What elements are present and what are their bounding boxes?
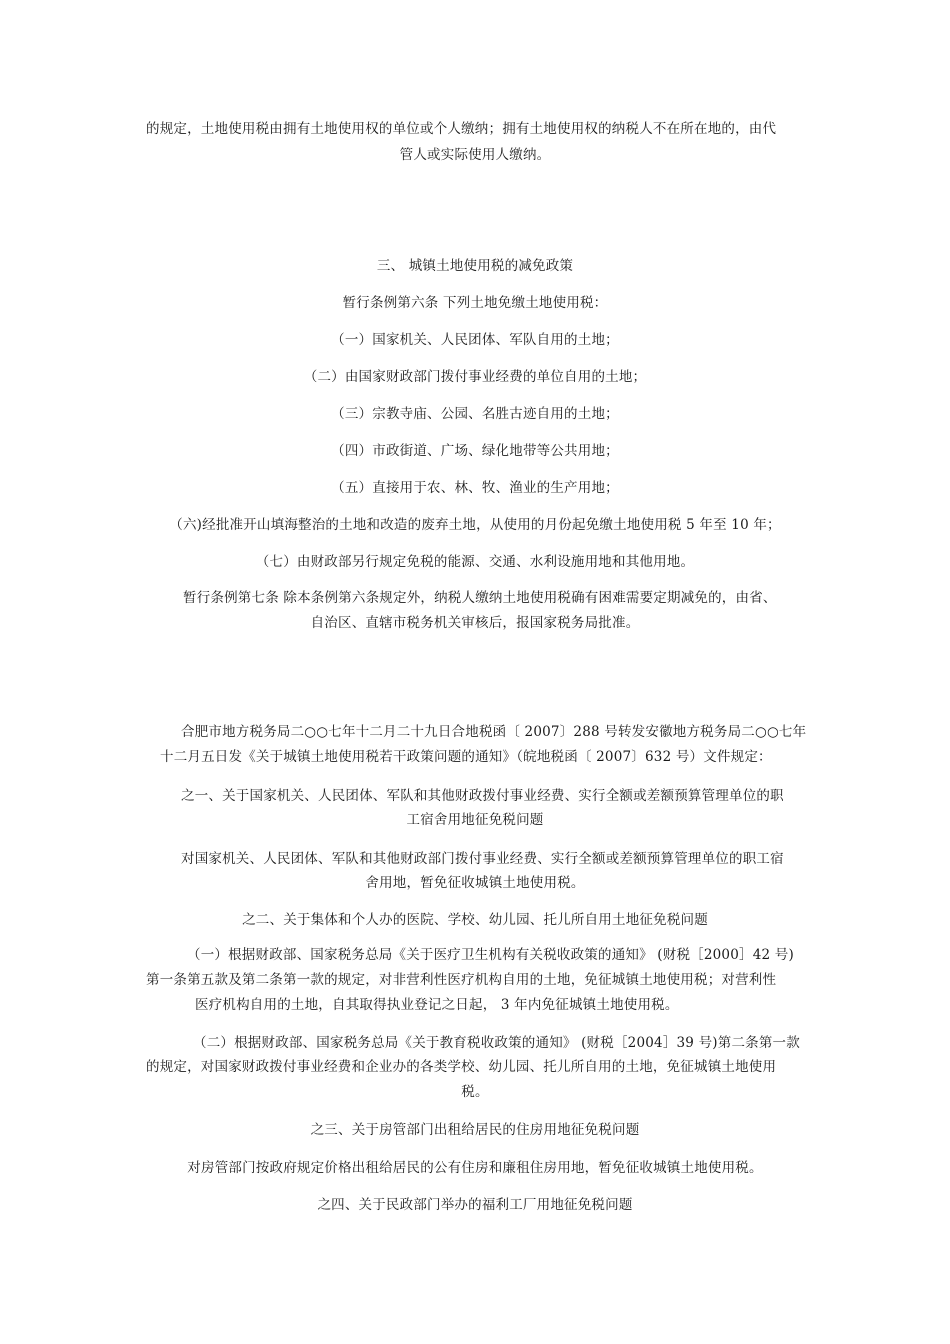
paragraph-line: 合肥市地方税务局二○○七年十二月二十九日合地税函〔 2007〕288 号转发安徽地方税务局二○○七年 xyxy=(181,724,807,740)
list-item: （三）宗教寺庙、公园、名胜古迹自用的土地； xyxy=(331,406,619,422)
paragraph-line: 第一条第五款及第二条第一款的规定，对非营利性医疗机构自用的土地，免征城镇土地使用税；对营利性 xyxy=(146,972,777,988)
paragraph-line: 的规定，对国家财政拨付事业经费和企业办的各类学校、幼儿园、托儿所自用的土地，免征城镇土地使用 xyxy=(146,1059,777,1075)
subsection-heading: 工宿舍用地征免税问题 xyxy=(406,812,544,828)
list-item: （四）市政街道、广场、绿化地带等公共用地； xyxy=(331,443,619,459)
subsection-heading: 之二、关于集体和个人办的医院、学校、幼儿园、托儿所自用土地征免税问题 xyxy=(242,912,708,928)
list-item: （六)经批准开山填海整治的土地和改造的废弃土地，从使用的月份起免缴土地使用税 5 年至 10 年； xyxy=(169,517,781,533)
paragraph-line: 暂行条例第六条 下列土地免缴土地使用税： xyxy=(342,295,608,311)
paragraph-line: （一）根据财政部、国家税务总局《关于医疗卫生机构有关税收政策的通知》 (财税［2000］42 号) xyxy=(187,947,794,963)
paragraph-line: 自治区、直辖市税务机关审核后，报国家税务局批准。 xyxy=(310,615,640,631)
paragraph-line: 对房管部门按政府规定价格出租给居民的公有住房和廉租住房用地，暂免征收城镇土地使用税。 xyxy=(187,1160,763,1176)
paragraph-line: 医疗机构自用的土地，自其取得执业登记之日起， 3 年内免征城镇土地使用税。 xyxy=(195,997,679,1013)
list-item: （二）由国家财政部门拨付事业经费的单位自用的土地； xyxy=(303,369,647,385)
paragraph-line: 税。 xyxy=(461,1084,489,1100)
paragraph-line: 舍用地，暂免征收城镇土地使用税。 xyxy=(365,875,585,891)
list-item: （七）由财政部另行规定免税的能源、交通、水利设施用地和其他用地。 xyxy=(255,554,695,570)
paragraph-line: 管人或实际使用人缴纳。 xyxy=(399,147,551,163)
subsection-heading: 之一、关于国家机关、人民团体、军队和其他财政拨付事业经费、实行全额或差额预算管理单位的职 xyxy=(181,788,784,804)
paragraph-line: （二）根据财政部、国家税务总局《关于教育税收政策的通知》 (财税［2004］39 号)第二条第一款 xyxy=(193,1035,800,1051)
list-item: （一）国家机关、人民团体、军队自用的土地； xyxy=(331,332,619,348)
subsection-heading: 之三、关于房管部门出租给居民的住房用地征免税问题 xyxy=(310,1122,640,1138)
paragraph-line: 暂行条例第七条 除本条例第六条规定外，纳税人缴纳土地使用税确有困难需要定期减免的，由省、 xyxy=(183,590,777,606)
paragraph-line: 十二月五日发《关于城镇土地使用税若干政策问题的通知》（皖地税函〔 2007〕632 号）文件规定： xyxy=(160,749,772,765)
section-heading: 三、 城镇土地使用税的减免政策 xyxy=(376,258,574,274)
list-item: （五）直接用于农、林、牧、渔业的生产用地； xyxy=(331,480,619,496)
paragraph-line: 的规定，土地使用税由拥有土地使用权的单位或个人缴纳；拥有土地使用权的纳税人不在所在地的，由代 xyxy=(146,121,777,137)
paragraph-line: 对国家机关、人民团体、军队和其他财政部门拨付事业经费、实行全额或差额预算管理单位的职工宿 xyxy=(181,851,784,867)
subsection-heading: 之四、关于民政部门举办的福利工厂用地征免税问题 xyxy=(317,1197,633,1213)
